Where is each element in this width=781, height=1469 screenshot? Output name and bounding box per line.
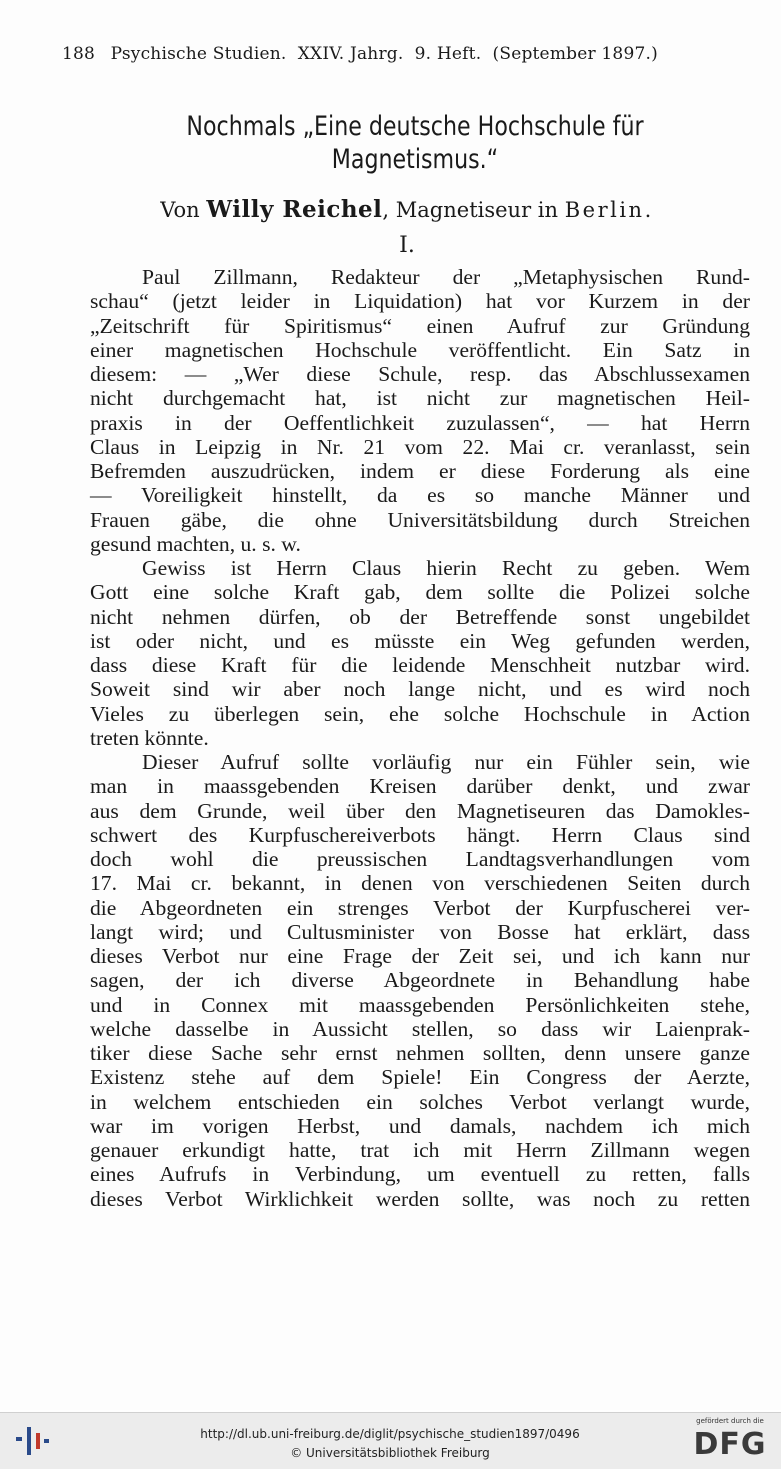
text-line: man in maassgebenden Kreisen darüber denkt, und zwar: [90, 774, 750, 799]
text-line: die Abgeordneten ein strenges Verbot der Kurpfuscherei ver-: [90, 895, 750, 920]
text-line: tiker diese Sache sehr ernst nehmen sollten, denn unsere ganze: [90, 1041, 750, 1065]
text-line: dass diese Kraft für die leidende Menschheit nutzbar wird.: [90, 653, 750, 677]
text-line: Existenz stehe auf dem Spiele! Ein Congress der Aerzte,: [90, 1065, 750, 1090]
text-line: 17. Mai cr. bekannt, in denen von verschiedenen Seiten durch: [90, 871, 750, 896]
author-name: Willy Reichel: [206, 196, 383, 223]
copyright-notice: © Universitätsbibliothek Freiburg: [290, 1446, 490, 1460]
text-line: sagen, der ich diverse Abgeordnete in Behandlung habe: [90, 968, 750, 993]
dfg-logo-text: DFG: [693, 1427, 767, 1462]
text-line: Befremden auszudrücken, indem er diese Forderung als eine: [90, 459, 750, 483]
text-line: einer magnetischen Hochschule veröffentlicht. Ein Satz in: [90, 337, 750, 362]
text-line: langt wird; und Cultusminister von Bosse hat erklärt, dass: [90, 919, 750, 944]
text-line: Frauen gäbe, die ohne Universitätsbildung durch Streichen: [90, 507, 750, 532]
article-title: [140, 110, 689, 176]
text-line: treten könnte.: [90, 725, 209, 750]
library-footer: [0, 1412, 781, 1469]
running-title: Psychische Studien. XXIV. Jahrg. 9. Heft. (September 1897.): [110, 44, 658, 64]
byline: [62, 196, 752, 223]
text-line: dieses Verbot nur eine Frage der Zeit sei, und ich kann nur: [90, 944, 750, 968]
text-line: schwert des Kurpfuschereiverbots hängt. Herrn Claus sind: [90, 822, 750, 847]
text-line: praxis in der Oeffentlichkeit zuzulassen“, — hat Herrn: [90, 410, 750, 435]
text-line: genauer erkundigt hatte, trat ich mit Herrn Zillmann wegen: [90, 1138, 750, 1162]
article-body: [90, 265, 750, 1211]
text-line: und in Connex mit maassgebenden Persönlichkeiten stehe,: [90, 992, 750, 1017]
text-line: schau“ (jetzt leider in Liquidation) hat vor Kurzem in der: [90, 289, 750, 314]
page-number: 188: [62, 44, 96, 64]
text-line: Gewiss ist Herrn Claus hierin Recht zu geben. Wem: [142, 556, 750, 580]
dfg-caption: gefördert durch die: [696, 1417, 764, 1425]
text-line: welche dasselbe in Aussicht stellen, so dass wir Laienprak-: [90, 1016, 750, 1041]
text-line: Gott eine solche Kraft gab, dem sollte die Polizei solche: [90, 580, 750, 605]
university-library-logo-icon: [12, 1423, 52, 1459]
text-line: doch wohl die preussischen Landtagsverhandlungen vom: [90, 847, 750, 871]
running-header: [62, 44, 752, 64]
text-line: ist oder nicht, und es müsste ein Weg gefunden werden,: [90, 628, 750, 653]
text-line: nicht durchgemacht hat, ist nicht zur magnetischen Heil-: [90, 386, 750, 411]
city: Berlin.: [564, 198, 654, 222]
text-line: dieses Verbot Wirklichkeit werden sollte, was noch zu retten: [90, 1186, 750, 1211]
byline-prefix: Von: [160, 198, 200, 222]
text-line: gesund machten, u. s. w.: [90, 531, 301, 556]
article-title-line-1: Nochmals „Eine deutsche Hochschule für: [186, 111, 644, 142]
dfg-logo: [688, 1417, 772, 1467]
text-line: Paul Zillmann, Redakteur der „Metaphysischen Rund-: [142, 265, 750, 289]
source-url[interactable]: http://dl.ub.uni-freiburg.de/diglit/psychische_studien1897/0496: [200, 1427, 580, 1441]
text-line: diesem: — „Wer diese Schule, resp. das Abschlussexamen: [90, 362, 750, 386]
text-line: Claus in Leipzig in Nr. 21 vom 22. Mai cr. veranlasst, sein: [90, 434, 750, 459]
text-line: — Voreiligkeit hinstellt, da es so manche Männer und: [90, 483, 750, 508]
text-line: „Zeitschrift für Spiritismus“ einen Aufruf zur Gründung: [90, 313, 750, 338]
text-line: nicht nehmen dürfen, ob der Betreffende sonst ungebildet: [90, 604, 750, 629]
text-line: in welchem entschieden ein solches Verbot verlangt wurde,: [90, 1089, 750, 1114]
text-line: Dieser Aufruf sollte vorläufig nur ein Fühler sein, wie: [142, 750, 750, 774]
text-line: eines Aufrufs in Verbindung, um eventuell zu retten, falls: [90, 1162, 750, 1187]
text-line: Vieles zu überlegen sein, ehe solche Hochschule in Action: [90, 701, 750, 726]
text-line: Soweit sind wir aber noch lange nicht, und es wird noch: [90, 677, 750, 702]
byline-suffix: , Magnetiseur in: [382, 198, 559, 222]
section-number: I.: [399, 233, 415, 258]
text-line: aus dem Grunde, weil über den Magnetiseuren das Damokles-: [90, 798, 750, 823]
article-title-line-2: Magnetismus.“: [331, 144, 499, 175]
text-line: war im vorigen Herbst, und damals, nachdem ich mich: [90, 1113, 750, 1138]
